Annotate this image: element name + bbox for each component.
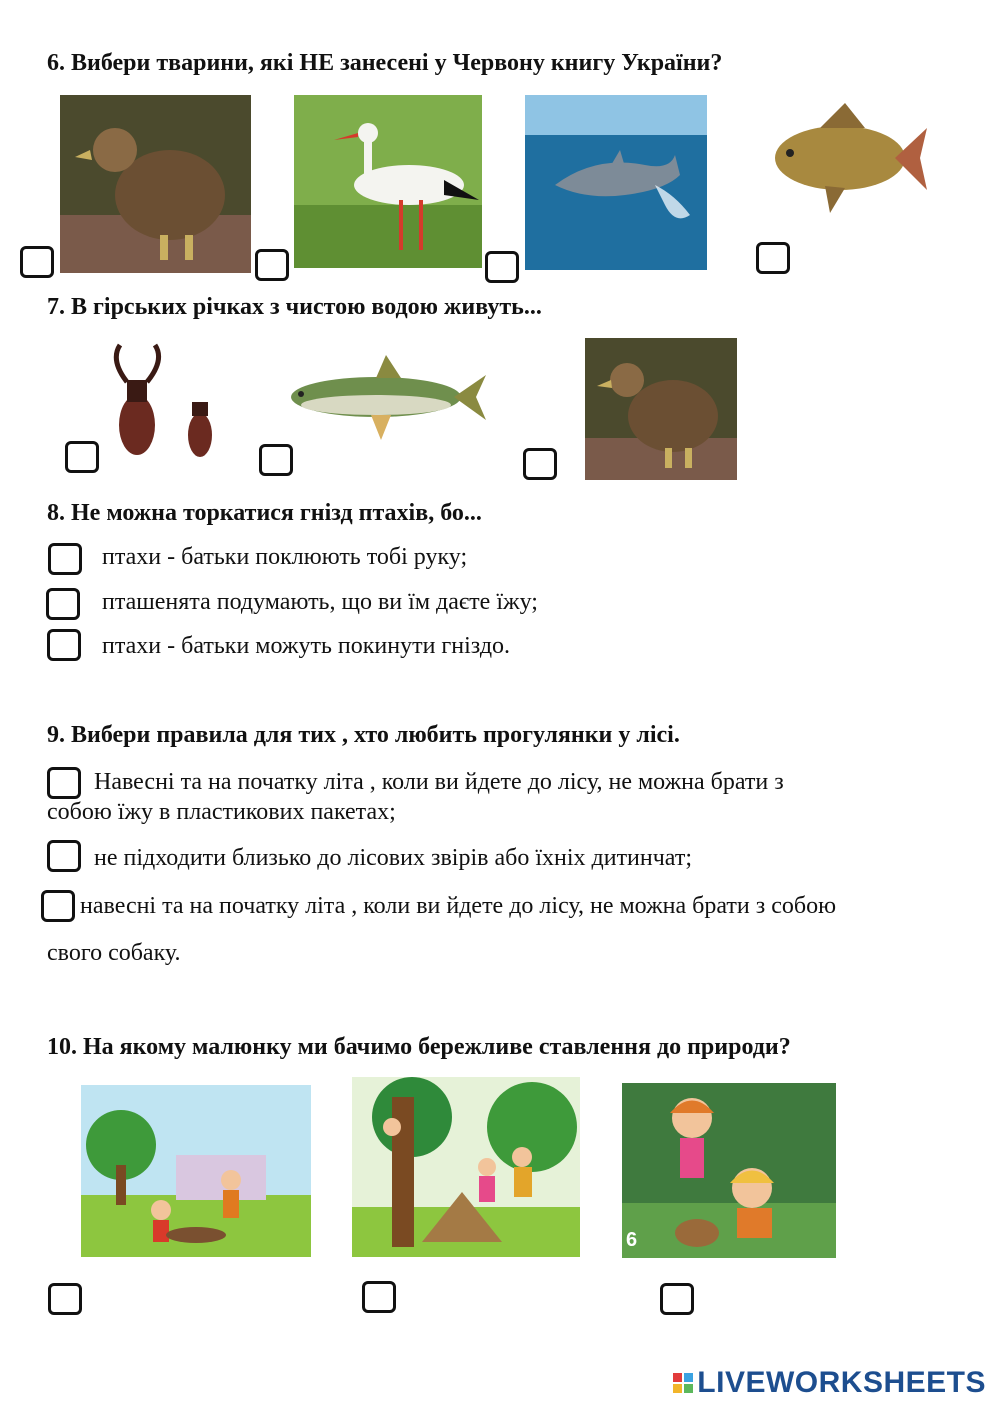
q7-fish-checkbox[interactable] [259,444,293,476]
girls-picking-flowers-icon [622,1083,836,1258]
question-9-title: 9. Вибери правила для тих , хто любить прогулянки у лісі. [47,722,680,748]
question-8-title: 8. Не можна торкатися гнізд птахів, бо... [47,500,482,526]
eagle-icon [60,95,251,273]
q10-picture-3-checkbox[interactable] [660,1283,694,1315]
q9-option-1-line2: собою їжу в пластикових пакетах; [47,799,396,825]
children-planting-icon [81,1085,311,1257]
liveworksheets-logo [673,1366,986,1400]
q8-option-1-checkbox[interactable] [48,543,82,575]
q10-picture-2-checkbox[interactable] [362,1281,396,1313]
q9-option-1-line1: Навесні та на початку літа , коли ви йдете до лісу, не можна брати з [94,769,784,795]
question-6-title: 6. Вибери тварини, які НЕ занесені у Червону книгу України? [47,50,723,76]
q9-option-3-checkbox[interactable] [41,890,75,922]
dolphin-icon [525,95,707,270]
q8-option-2-checkbox[interactable] [46,588,80,620]
picture-number-label: 6 [626,1229,638,1251]
question-7-title: 7. В гірських річках з чистою водою живуть... [47,294,542,320]
children-forest-icon [352,1077,580,1257]
q7-beetle-checkbox[interactable] [65,441,99,473]
question-10-title: 10. На якому малюнку ми бачимо бережливе ставлення до природи? [47,1034,791,1060]
q10-picture-1-checkbox[interactable] [48,1283,82,1315]
q9-option-2-label: не підходити близько до лісових звірів або їхніх дитинчат; [94,845,692,871]
q9-option-1-checkbox[interactable] [47,767,81,799]
brand-logo-icon [673,1373,693,1393]
q6-carp-checkbox[interactable] [756,242,790,274]
q6-dolphin-checkbox[interactable] [485,251,519,283]
q6-eagle-checkbox[interactable] [20,246,54,278]
fish-icon [286,350,491,445]
brand-name: LIVEWORKSHEETS [697,1366,986,1399]
q6-stork-checkbox[interactable] [255,249,289,281]
q7-eagle-checkbox[interactable] [523,448,557,480]
q9-option-2-checkbox[interactable] [47,840,81,872]
eagle-icon [585,338,737,480]
q8-option-2-label: пташенята подумають, що ви їм даєте їжу; [102,589,538,615]
q9-option-3-line1: навесні та на початку літа , коли ви йдете до лісу, не можна брати з собою [80,893,837,919]
stork-icon [294,95,482,268]
stag-beetle-icon [95,340,225,472]
carp-icon [765,98,930,216]
q8-option-3-checkbox[interactable] [47,629,81,661]
q8-option-3-label: птахи - батьки можуть покинути гніздо. [102,633,511,659]
q8-option-1-label: птахи - батьки поклюють тобі руку; [102,544,468,570]
q9-option-3-line2: свого собаку. [47,940,181,966]
